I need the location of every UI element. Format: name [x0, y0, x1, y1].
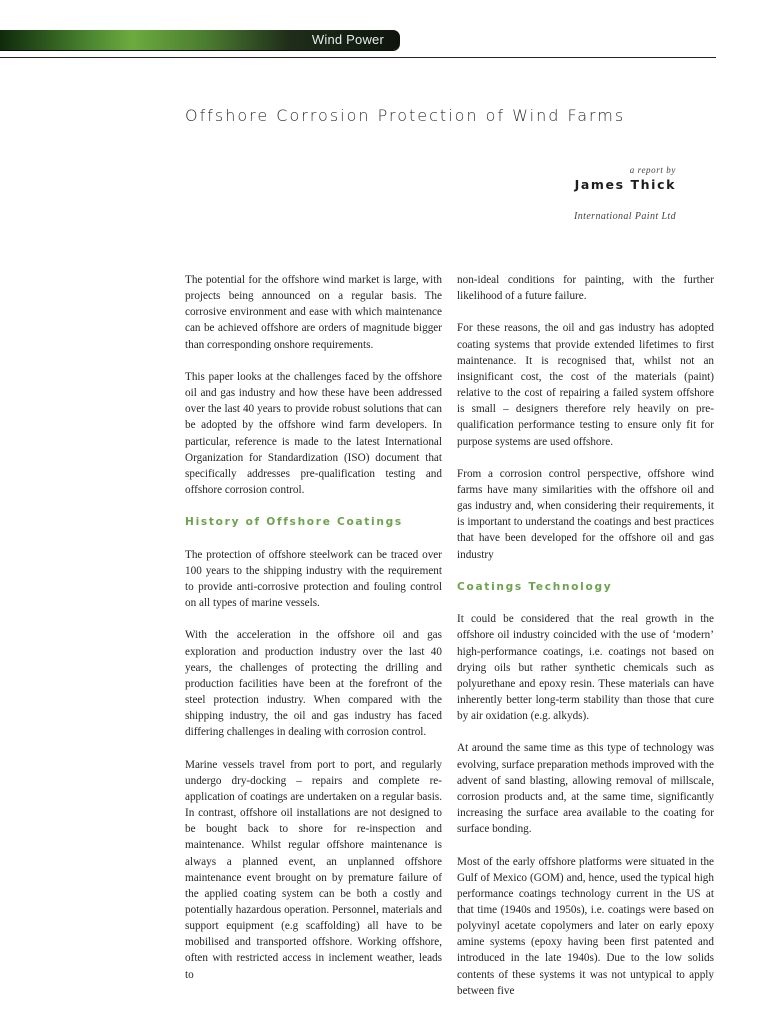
paragraph: Marine vessels travel from port to port, and regularly undergo dry-docking – repairs and complete re-application of coatings are undertaken on a regular basis. In contrast, offshore oil installations are not designed to be bought back to shore for re-inspection and maintenance. Whilst regular offshore maintenance is always a planned event, an unplanned offshore maintenance event brought on by premature failure of the applied coating system can be both a costly and potentially hazardous operation. Personnel, materials and support equipment (e.g scaffolding) all have to be mobilised and transported offshore. Working offshore, often with restricted access in inclement weather, leads to — [185, 758, 442, 981]
paragraph: This paper looks at the challenges faced by the offshore oil and gas industry and how these have been addressed over the last 40 years to provide robust solutions that can be adopted by the offshore wind farm developers. In particular, reference is made to the latest International Organization for Standardization (ISO) document that specifically addresses pre-qualification testing and offshore corrosion control. — [185, 370, 442, 497]
author-name: James Thick — [574, 177, 676, 192]
section-heading-history: History of Offshore Coatings — [185, 516, 403, 529]
section-label: Wind Power — [311, 32, 384, 47]
article-title: Offshore Corrosion Protection of Wind Farms — [185, 106, 626, 125]
paragraph: With the acceleration in the offshore oil and gas exploration and production industry over the last 40 years, the challenges of protecting the drilling and production facilities have been at the forefront of the steel protection industry. When compared with the shipping industry, the oil and gas industry has faced differing challenges in dealing with corrosion control. — [185, 629, 442, 739]
paragraph: It could be considered that the real growth in the offshore oil industry coincided with the use of ‘modern’ high-performance coatings, i.e. coatings not based on drying oils but rather synthetic chemicals such as polyurethane and epoxy resin. These materials can have inherently better long-term stability than those that cure by air oxidation (e.g. alkyds). — [457, 613, 714, 723]
paragraph: The potential for the offshore wind market is large, with projects being announced on a regular basis. The corrosive environment and ease with which maintenance can be achieved offshore are orders of magnitude bigger than corresponding onshore requirements. — [185, 274, 442, 351]
byline-prefix: a report by — [629, 165, 676, 175]
text-column-left — [185, 272, 442, 999]
paragraph: From a corrosion control perspective, offshore wind farms have many similarities with the offshore oil and gas industry and, when considering their requirements, it is important to understand the coatings and best practices that have been developed for the offshore oil and gas industry — [457, 467, 714, 561]
author-affiliation: International Paint Ltd — [574, 211, 676, 222]
paragraph: Most of the early offshore platforms were situated in the Gulf of Mexico (GOM) and, hence, used the typical high performance coatings technology current in the US at that time (1940s and 1950s), i.e. coatings were based on polyvinyl acetate copolymers and later on early epoxy amine systems (epoxy having been first patented and introduced in the late 1940s). Due to the low solids contents of these systems it was not untypical to apply between five — [457, 855, 714, 997]
paragraph: The protection of offshore steelwork can be traced over 100 years to the shipping industry with the requirement to provide anti-corrosive protection and fouling control on all types of marine vessels. — [185, 548, 442, 610]
section-header-band — [0, 30, 400, 50]
section-heading-technology: Coatings Technology — [457, 580, 613, 593]
header-divider — [0, 57, 716, 58]
paragraph: At around the same time as this type of technology was evolving, surface preparation methods improved with the advent of sand blasting, allowing removal of millscale, corrosion products and, at the same time, significantly increasing the surface area available to the coating for surface bonding. — [457, 742, 714, 836]
paragraph: For these reasons, the oil and gas industry has adopted coating systems that provide extended lifetimes to first maintenance. It is recognised that, whilst not an insignificant cost, the cost of the materials (paint) relative to the cost of repairing a failed system offshore is small – designers therefore rely heavily on pre-qualification performance testing to ensure only fit for purpose systems are used offshore. — [457, 322, 714, 448]
paragraph: non-ideal conditions for painting, with the further likelihood of a future failure. — [457, 274, 714, 303]
text-column-right — [457, 272, 714, 1015]
